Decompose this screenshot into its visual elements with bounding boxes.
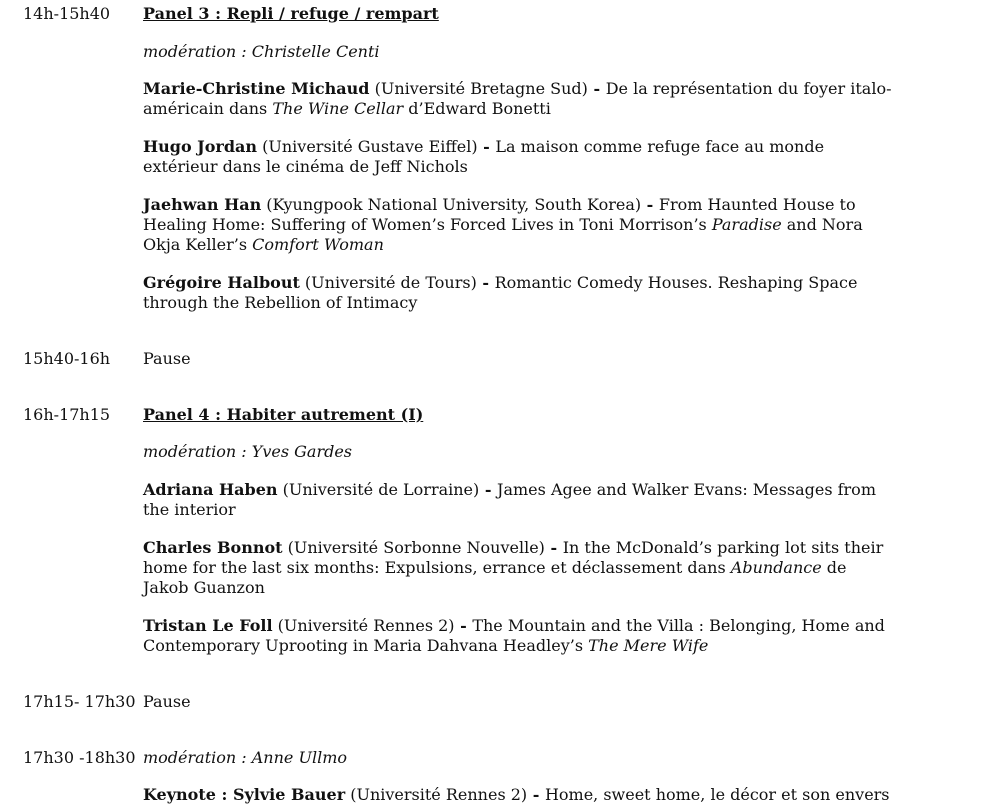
speaker-name: Grégoire Halbout [143,273,300,292]
talk-entry: Hugo Jordan (Université Gustave Eiffel) - La maison comme refuge face au monde extérieur dans le cinéma de Jeff Nichols [143,137,825,176]
speaker-name: Tristan Le Foll [143,616,273,635]
speaker-affiliation: (Université de Lorraine) [277,480,480,499]
time-slot: 15h40-16h [23,349,111,368]
speaker-name: Adriana Haben [143,480,278,499]
talk-title: In the McDonald’s parking lot sits their home for the last six months: Expulsions, errance et déclassement dans [143,538,884,577]
talk-entry: Adriana Haben (Université de Lorraine) - James Agee and Walker Evans: Messages from the interior [143,480,876,519]
pause-label: Pause [143,692,191,711]
speaker-affiliation: (Université de Tours) [299,273,477,292]
speaker-name: Hugo Jordan [143,137,258,156]
speaker-affiliation: (Université Sorbonne Nouvelle) [282,538,545,557]
talk-entry: Marie-Christine Michaud (Université Bretagne Sud) - De la représentation du foyer italo-américain dans The Wine Cellar d’Edward Bonetti [143,79,892,118]
talk-entry: Jaehwan Han (Kyungpook National University, South Korea) - From Haunted House to Healing Home: Suffering of Women’s Forced Lives in Toni Morrison’s Paradise and Nora Okja Keller’s Comfort Woman [143,195,863,254]
talk-title: De la représentation du foyer italo-américain dans [143,79,892,118]
speaker-affiliation: (Université Gustave Eiffel) [257,137,478,156]
moderator-name: Anne Ullmo [251,748,347,767]
moderator-name: Yves Gardes [251,442,353,461]
talk-entry: Tristan Le Foll (Université Rennes 2) - The Mountain and the Villa : Belonging, Home and Contemporary Uprooting in Maria Dahvana Headley’s The Mere Wife [143,616,885,655]
talk-title: La maison comme refuge face au monde extérieur dans le cinéma de Jeff Nichols [143,137,825,176]
moderation-line: modération : Anne Ullmo [143,748,347,767]
moderation-line: modération : Yves Gardes [143,442,353,461]
moderation-line: modération : Christelle Centi [143,42,380,61]
speaker-affiliation: (Université Rennes 2) [345,785,528,804]
speaker-name: Marie-Christine Michaud [143,79,370,98]
talk-title: James Agee and Walker Evans: Messages from the interior [143,480,876,519]
speaker-name: Charles Bonnot [143,538,283,557]
time-slot: 17h30 -18h30 [23,748,136,767]
panel-title: Panel 4 : Habiter autrement (I) [143,405,424,424]
speaker-affiliation: (Kyungpook National University, South Korea) [261,195,642,214]
panel-title: Panel 3 : Repli / refuge / rempart [143,4,439,23]
moderator-name: Christelle Centi [251,42,380,61]
talk-title: Home, sweet home, le décor et son envers [544,785,890,804]
time-slot: 16h-17h15 [23,405,111,424]
pause-label: Pause [143,349,191,368]
talk-title: From Haunted House to Healing Home: Suffering of Women’s Forced Lives in Toni Morrison’s [143,195,856,234]
speaker-affiliation: (Université Bretagne Sud) [369,79,588,98]
talk-entry: Keynote : Sylvie Bauer (Université Rennes 2) - Home, sweet home, le décor et son envers [143,785,890,804]
talk-title: The Mountain and the Villa : Belonging, Home and Contemporary Uprooting in Maria Dahvana Headley’s [143,616,885,655]
talk-entry: Grégoire Halbout (Université de Tours) - Romantic Comedy Houses. Reshaping Space through the Rebellion of Intimacy [143,273,858,312]
talk-title: Romantic Comedy Houses. Reshaping Space through the Rebellion of Intimacy [143,273,858,312]
talk-entry: Charles Bonnot (Université Sorbonne Nouvelle) - In the McDonald’s parking lot sits their home for the last six months: Expulsions, errance et déclassement dans Abundance de Jakob Guanzon [143,538,884,597]
speaker-name: Keynote : Sylvie Bauer [143,785,346,804]
time-slot: 14h-15h40 [23,4,111,23]
speaker-affiliation: (Université Rennes 2) [272,616,455,635]
speaker-name: Jaehwan Han [143,195,262,214]
time-slot: 17h15- 17h30 [23,692,136,711]
